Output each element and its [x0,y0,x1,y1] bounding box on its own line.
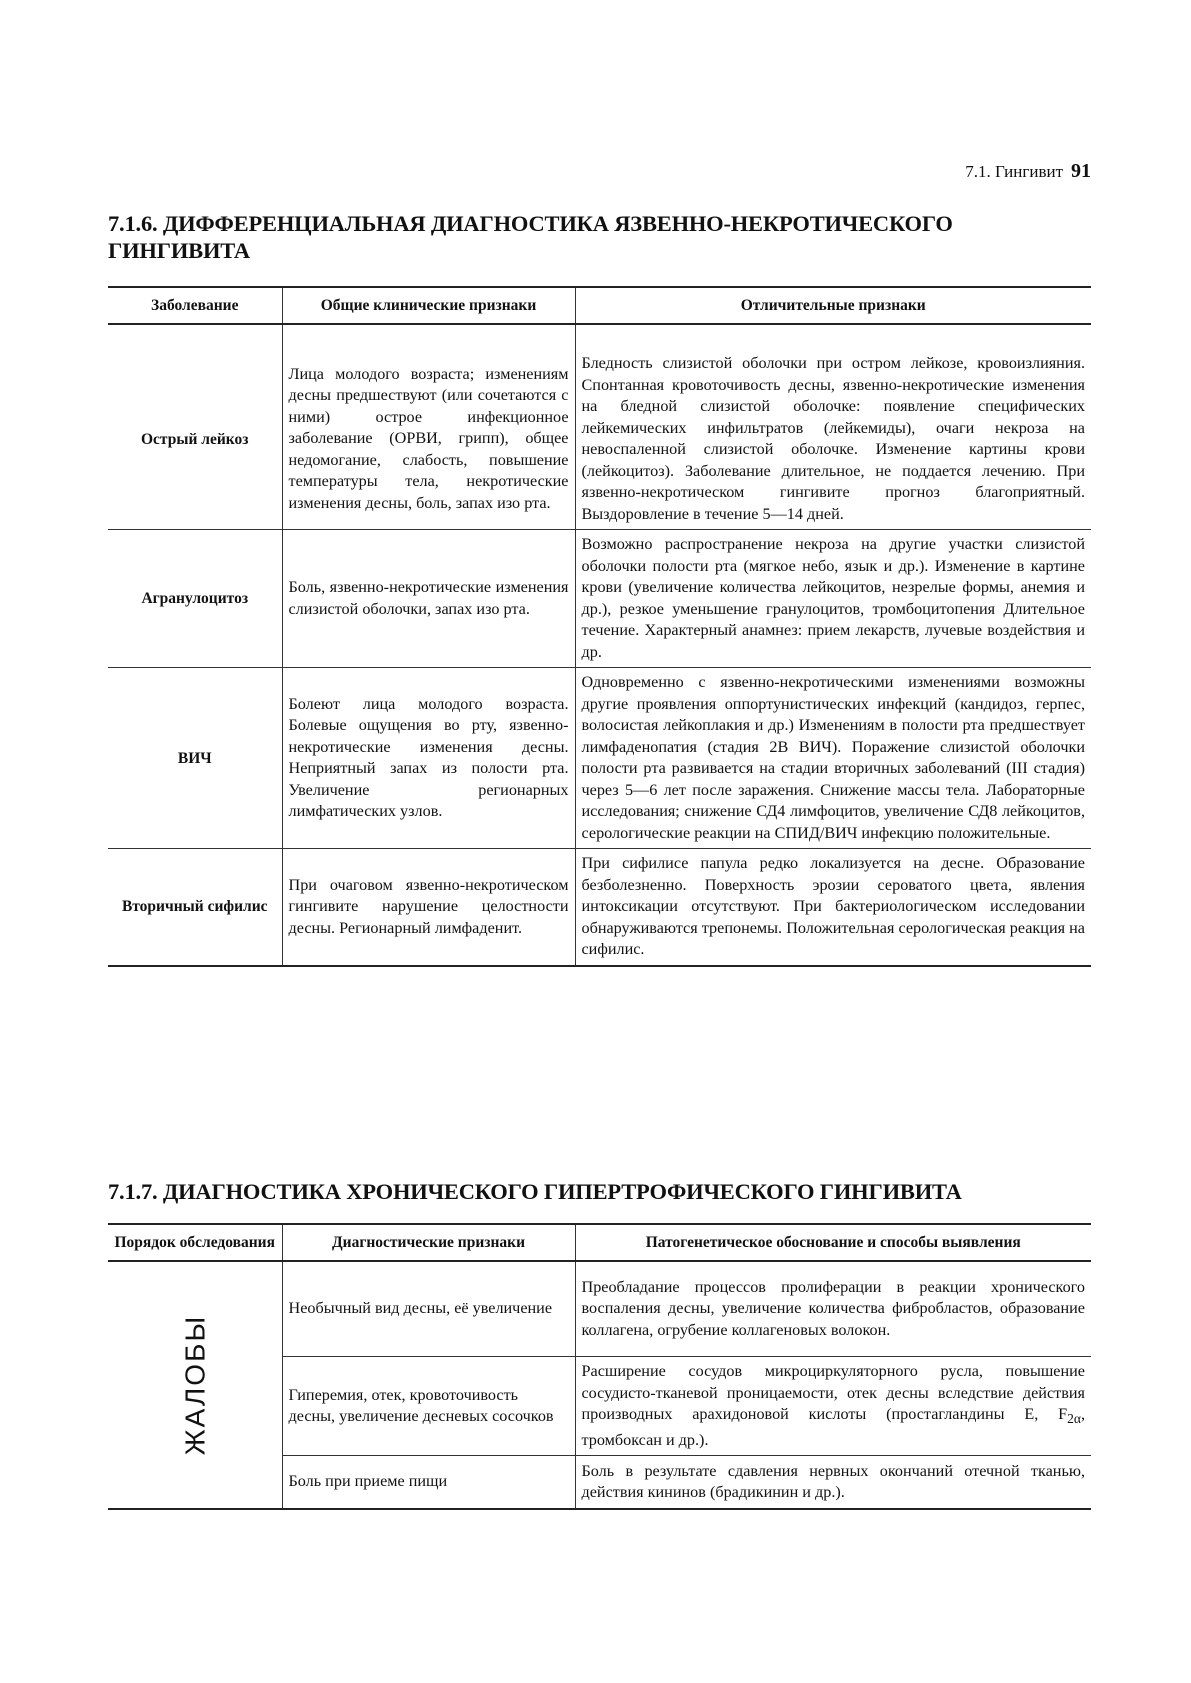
disease-name: Агранулоцитоз [108,530,282,668]
column-header: Порядок обследования [108,1224,282,1261]
distinct-signs: Одновременно с язвенно-некротическими изменениями возможны другие проявления оппортунистических инфекций (кандидоз, герпес, волосистая лейкоплакия и др.) Изменениям в полости рта предшествует лимфаденопатия (стадия 2В ВИЧ). Поражение слизистой оболочки полости рта развивается на стадии вторичных заболеваний (III стадия) через 5—6 лет после заражения. Снижение массы тела. Лабораторные исследования; снижение СД4 лимфоцитов, увеличение СД8 лейкоцитов, серологические реакции на СПИД/ВИЧ инфекцию положительные. [575,668,1091,849]
column-header: Диагностические признаки [282,1224,575,1261]
pathogenetic-rationale: Боль в результате сдавления нервных окончаний отечной тканью, действия кининов (брадикинин и др.). [575,1456,1091,1510]
column-header: Общие клинические признаки [282,287,575,324]
disease-name: ВИЧ [108,668,282,849]
table-header-row [108,287,1091,324]
differential-diagnosis-table [108,286,1091,967]
common-signs: Лица молодого возраста; изменениям десны предшествуют (или сочетаются с ними) острое инфекционное заболевание (ОРВИ, грипп), общее недомогание, слабость, повышение температуры тела, некротические изменения десны, боль, запах изо рта. [282,349,575,530]
distinct-signs: Бледность слизистой оболочки при остром лейкозе, кровоизлияния. Спонтанная кровоточивость десны, язвенно-некротические изменения на бледной слизистой оболочке: появление специфических лейкемических инфильтратов (лейкемиды), очаги некроза на невоспаленной слизистой оболочке. Изменение картины крови (лейкоцитоз). Заболевание длительное, не поддается лечению. При язвенно-некротическом гингивите прогноз благоприятный. Выздоровление в течение 5—14 дней. [575,349,1091,530]
distinct-signs: При сифилисе папула редко локализуется на десне. Образование безболезненно. Поверхность эрозии сероватого цвета, явления интоксикации отсутствуют. При бактериологическом исследовании обнаруживаются трепонемы. Положительная серологическая реакция на сифилис. [575,849,1091,966]
common-signs: Боль, язвенно-некротические изменения слизистой оболочки, запах изо рта. [282,530,575,668]
table-row [108,349,1091,530]
disease-name: Вторичный сифилис [108,849,282,966]
disease-name: Острый лейкоз [141,430,249,448]
common-signs: Болеют лица молодого возраста. Болевые ощущения во рту, язвенно-некротические изменения десны. Неприятный запах из полости рта. Увеличение регионарных лимфатических узлов. [282,668,575,849]
group-label-complaints: ЖАЛОБЫ [179,1314,210,1456]
group-label-cell [108,1261,282,1509]
pathogenetic-rationale [575,1357,1091,1456]
column-header: Заболевание [108,287,282,324]
common-signs: При очаговом язвенно-некротическом гингивите нарушение целостности десны. Регионарный лимфаденит. [282,849,575,966]
distinct-signs: Возможно распространение некроза на другие участки слизистой оболочки полости рта (мягкое небо, язык и др.). Изменение в картине крови (увеличение количества лейкоцитов, незрелые формы, анемия и др.), резкое уменьшение гранулоцитов, тромбоцитопения Длительное течение. Характерный анамнез: прием лекарств, лучевые воздействия и др. [575,530,1091,668]
diagnostic-sign: Необычный вид десны, её увеличение [282,1261,575,1357]
diagnostic-sign: Гиперемия, отек, кровоточивость десны, увеличение десневых сосочков [282,1357,575,1456]
table-row [108,849,1091,966]
table-row [108,668,1091,849]
section-heading-differential: 7.1.6. ДИФФЕРЕНЦИАЛЬНАЯ ДИАГНОСТИКА ЯЗВЕННО-НЕКРОТИЧЕСКОГО ГИНГИВИТА [108,211,953,263]
section-heading-hypertrophic: 7.1.7. ДИАГНОСТИКА ХРОНИЧЕСКОГО ГИПЕРТРОФИЧЕСКОГО ГИНГИВИТА [108,1179,962,1204]
column-header: Отличительные признаки [575,287,1091,324]
pathogenetic-rationale: Преобладание процессов пролиферации в реакции хронического воспаления десны, увеличение количества фибробластов, образование коллагена, огрубение коллагеновых волокон. [575,1261,1091,1357]
table-header-row [108,1224,1091,1261]
rationale-subscript: 2α [1067,1411,1081,1427]
rationale-text: Расширение сосудов микроциркуляторного русла, повышение сосудисто-тканевой проницаемости, отек десны вследствие действия производных арахидоновой кислоты (простагландины Е, F [581,1362,1085,1423]
table-row [108,1261,1091,1357]
running-head-title: 7.1. Гингивит [965,162,1063,181]
column-header: Патогенетическое обоснование и способы выявления [575,1224,1091,1261]
table-row [108,530,1091,668]
running-head [965,160,1091,183]
page-number: 91 [1071,160,1091,182]
hypertrophic-diagnosis-table [108,1223,1091,1510]
rationale-text-end: , тромбоксан и др.). [581,1405,1085,1449]
diagnostic-sign: Боль при приеме пищи [282,1456,575,1510]
spacer-row [108,324,1091,349]
